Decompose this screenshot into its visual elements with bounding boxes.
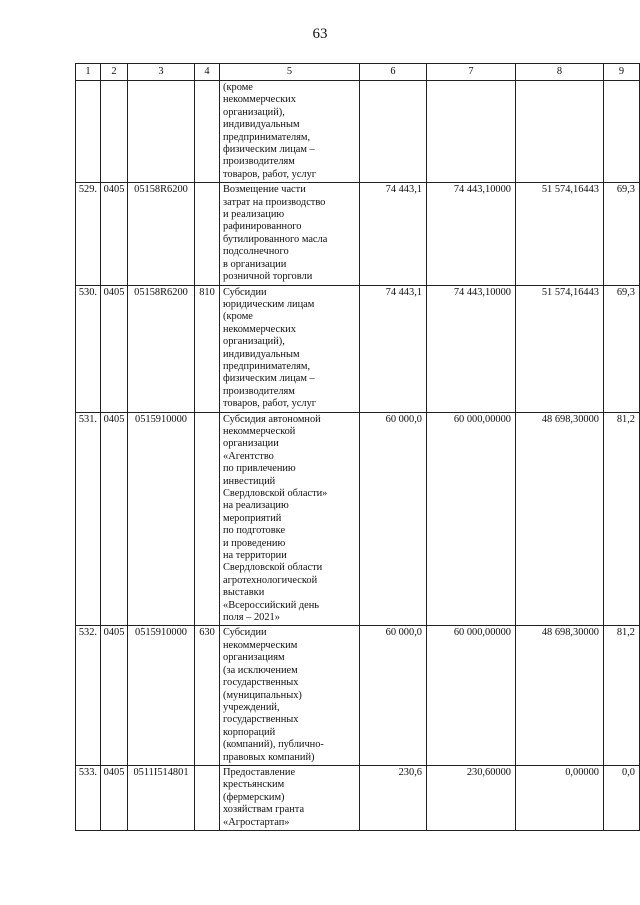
item-name-line: (компаний), публично- bbox=[223, 739, 324, 751]
target-code: 05158R6200 bbox=[128, 183, 195, 285]
item-name-line: Свердловской области bbox=[223, 562, 323, 574]
item-name-line: (кроме bbox=[223, 82, 253, 93]
item-name-line: подсолнечного bbox=[223, 246, 289, 258]
item-name-line: организации bbox=[223, 438, 279, 450]
page-number: 63 bbox=[312, 26, 328, 42]
row-number: 531. bbox=[76, 412, 101, 626]
approved-amount: 230,6 bbox=[360, 765, 427, 830]
target-code bbox=[128, 81, 195, 183]
item-name-line: рафинированного bbox=[223, 221, 302, 233]
item-name-line: (за исключением bbox=[223, 664, 298, 676]
item-name-line: по подготовке bbox=[223, 525, 286, 537]
item-name-line: «Всероссийский день bbox=[223, 599, 320, 611]
item-name-line: корпораций bbox=[223, 726, 276, 738]
row-number: 529. bbox=[76, 183, 101, 285]
approved-amount: 74 443,1 bbox=[360, 285, 427, 412]
section-code: 0405 bbox=[101, 412, 128, 626]
approved-amount bbox=[360, 81, 427, 183]
item-name-line: государственных bbox=[223, 677, 299, 689]
item-name-line: государственных bbox=[223, 714, 299, 726]
column-header-9: 9 bbox=[604, 64, 640, 81]
item-name-line: Свердловской области» bbox=[223, 488, 328, 499]
item-name-line: «Агростартап» bbox=[223, 816, 290, 828]
budget-amount bbox=[427, 81, 516, 183]
table-row bbox=[76, 81, 640, 183]
row-number: 530. bbox=[76, 285, 101, 412]
item-name-line: на территории bbox=[223, 550, 287, 562]
expense-type-code: 630 bbox=[195, 626, 220, 765]
item-name-line: физическим лицам – bbox=[223, 144, 315, 156]
row-number: 532. bbox=[76, 626, 101, 765]
item-name-line: некоммерческих bbox=[223, 323, 296, 335]
item-name-line: предпринимателям, bbox=[223, 360, 311, 372]
executed-amount bbox=[516, 81, 604, 183]
item-name-line: агротехнологической bbox=[223, 574, 318, 586]
item-name-line: розничной торговли bbox=[223, 271, 313, 283]
execution-percent: 81,2 bbox=[604, 626, 640, 765]
budget-amount: 230,60000 bbox=[427, 765, 516, 830]
item-name-line: выставки bbox=[223, 587, 265, 599]
expense-type-code bbox=[195, 412, 220, 626]
item-name-line: некоммерческих bbox=[223, 94, 296, 106]
expense-type-code bbox=[195, 765, 220, 830]
item-name-line: производителям bbox=[223, 156, 295, 168]
table-row bbox=[76, 183, 640, 285]
executed-amount: 51 574,16443 bbox=[516, 285, 604, 412]
item-name-line: и реализацию bbox=[223, 209, 285, 221]
item-name-line: Субсидия автономной bbox=[223, 413, 321, 425]
execution-percent: 81,2 bbox=[604, 412, 640, 626]
column-header-3: 3 bbox=[128, 64, 195, 81]
item-name-line: хозяйствам гранта bbox=[223, 804, 305, 816]
column-header-8: 8 bbox=[516, 64, 604, 81]
budget-amount: 74 443,10000 bbox=[427, 183, 516, 285]
section-code: 0405 bbox=[101, 285, 128, 412]
expense-type-code bbox=[195, 183, 220, 285]
execution-percent: 69,3 bbox=[604, 183, 640, 285]
item-name bbox=[220, 626, 360, 765]
table-row bbox=[76, 626, 640, 765]
budget-amount: 74 443,10000 bbox=[427, 285, 516, 412]
executed-amount: 0,00000 bbox=[516, 765, 604, 830]
row-number: 533. bbox=[76, 765, 101, 830]
column-header-1: 1 bbox=[76, 64, 101, 81]
item-name-line: по привлечению bbox=[223, 463, 296, 475]
approved-amount: 74 443,1 bbox=[360, 183, 427, 285]
item-name bbox=[220, 81, 360, 183]
approved-amount: 60 000,0 bbox=[360, 412, 427, 626]
column-header-6: 6 bbox=[360, 64, 427, 81]
item-name-line: затрат на производство bbox=[223, 196, 326, 208]
table-body bbox=[76, 81, 640, 831]
table-row bbox=[76, 765, 640, 830]
execution-percent: 0,0 bbox=[604, 765, 640, 830]
item-name-line: организациям bbox=[223, 652, 285, 664]
executed-amount: 48 698,30000 bbox=[516, 412, 604, 626]
budget-table bbox=[75, 63, 640, 831]
item-name-line: товаров, работ, услуг bbox=[223, 398, 317, 410]
item-name-line: бутилированного масла bbox=[223, 233, 328, 245]
item-name-line: правовых компаний) bbox=[223, 751, 315, 763]
table-row bbox=[76, 412, 640, 626]
target-code: 05158R6200 bbox=[128, 285, 195, 412]
item-name-line: (фермерским) bbox=[223, 791, 285, 803]
item-name-line: учреждений, bbox=[223, 701, 280, 713]
item-name-line: Субсидии bbox=[223, 627, 267, 639]
header-row bbox=[76, 64, 640, 81]
item-name-line: предпринимателям, bbox=[223, 131, 311, 143]
item-name-line: инвестиций bbox=[223, 475, 276, 487]
executed-amount: 48 698,30000 bbox=[516, 626, 604, 765]
item-name-line: индивидуальным bbox=[223, 119, 300, 131]
budget-amount: 60 000,00000 bbox=[427, 412, 516, 626]
section-code: 0405 bbox=[101, 183, 128, 285]
item-name-line: некоммерческой bbox=[223, 425, 296, 437]
item-name-line: товаров, работ, услуг bbox=[223, 168, 317, 180]
item-name-line: физическим лицам – bbox=[223, 373, 315, 385]
item-name-line: Субсидии bbox=[223, 286, 267, 298]
item-name bbox=[220, 412, 360, 626]
item-name-line: некоммерческим bbox=[223, 639, 298, 651]
item-name-line: производителям bbox=[223, 385, 295, 397]
approved-amount: 60 000,0 bbox=[360, 626, 427, 765]
execution-percent bbox=[604, 81, 640, 183]
item-name-line: организаций), bbox=[223, 336, 285, 348]
target-code: 0511I514801 bbox=[128, 765, 195, 830]
item-name bbox=[220, 183, 360, 285]
budget-amount: 60 000,00000 bbox=[427, 626, 516, 765]
item-name bbox=[220, 285, 360, 412]
table-row bbox=[76, 285, 640, 412]
item-name-line: Предоставление bbox=[223, 766, 296, 778]
item-name bbox=[220, 765, 360, 830]
executed-amount: 51 574,16443 bbox=[516, 183, 604, 285]
item-name-line: (муниципальных) bbox=[223, 689, 302, 701]
item-name-line: юридическим лицам bbox=[223, 298, 315, 310]
item-name-line: (кроме bbox=[223, 311, 253, 323]
item-name-line: индивидуальным bbox=[223, 348, 300, 360]
column-header-2: 2 bbox=[101, 64, 128, 81]
item-name-line: и проведению bbox=[223, 537, 286, 549]
target-code: 0515910000 bbox=[128, 626, 195, 765]
item-name-line: мероприятий bbox=[223, 512, 282, 524]
expense-type-code: 810 bbox=[195, 285, 220, 412]
execution-percent: 69,3 bbox=[604, 285, 640, 412]
item-name-line: организаций), bbox=[223, 106, 285, 118]
item-name-line: в организации bbox=[223, 258, 287, 270]
item-name-line: Возмещение части bbox=[223, 184, 306, 196]
column-header-5: 5 bbox=[220, 64, 360, 81]
expense-type-code bbox=[195, 81, 220, 183]
item-name-line: крестьянским bbox=[223, 779, 285, 791]
item-name-line: поля – 2021» bbox=[223, 612, 280, 624]
column-header-7: 7 bbox=[427, 64, 516, 81]
item-name-line: на реализацию bbox=[223, 500, 289, 512]
item-name-line: «Агентство bbox=[223, 450, 274, 462]
row-number bbox=[76, 81, 101, 183]
target-code: 0515910000 bbox=[128, 412, 195, 626]
section-code bbox=[101, 81, 128, 183]
section-code: 0405 bbox=[101, 765, 128, 830]
column-header-4: 4 bbox=[195, 64, 220, 81]
section-code: 0405 bbox=[101, 626, 128, 765]
